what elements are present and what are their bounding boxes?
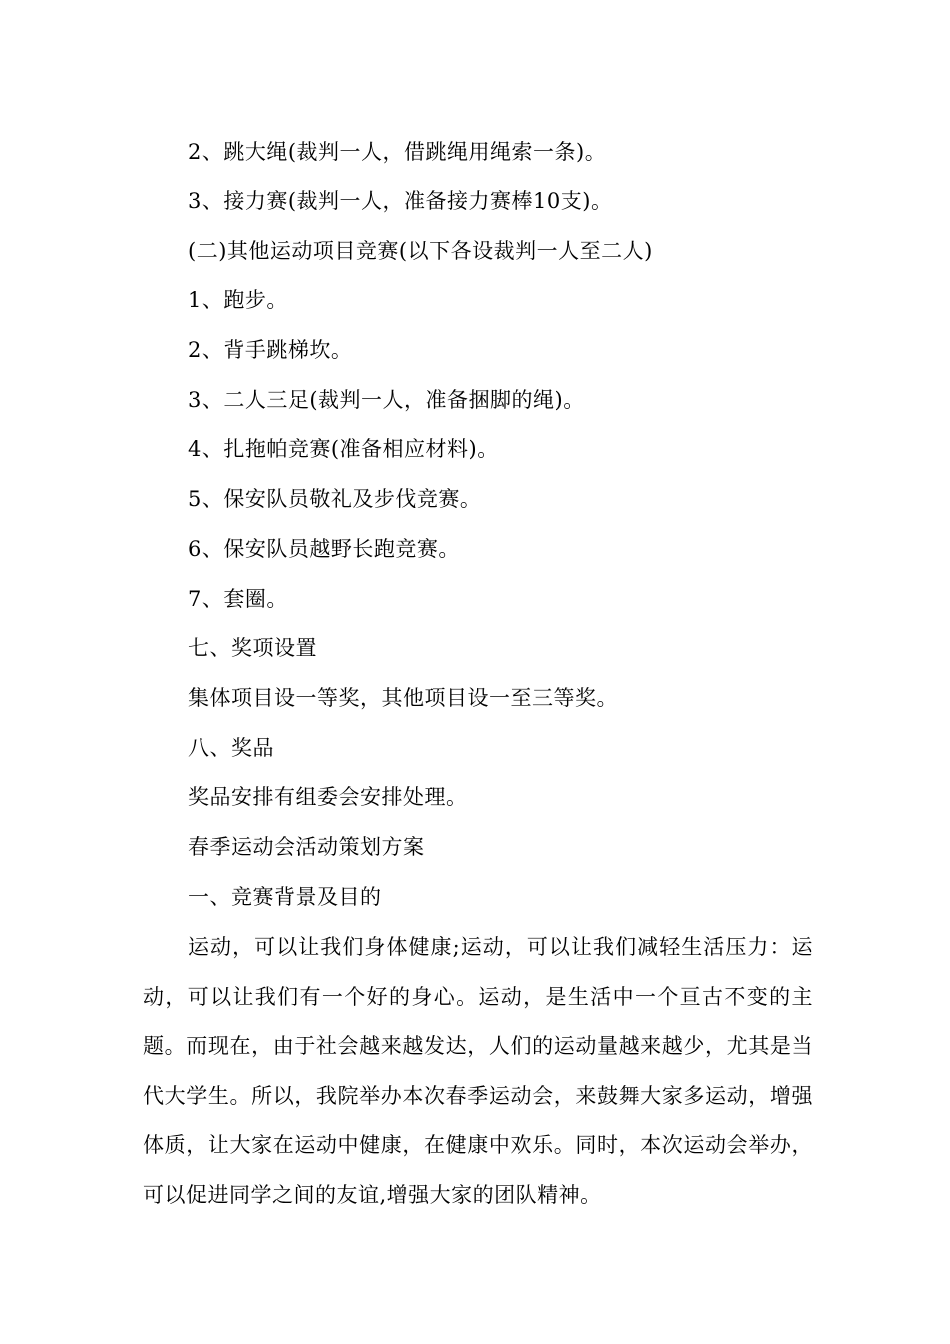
list-item-cross-country: 6、保安队员越野长跑竞赛。 bbox=[188, 537, 460, 561]
list-item-three-legged: 3、二人三足(裁判一人，准备捆脚的绳)。 bbox=[188, 388, 585, 412]
list-item-relay: 3、接力赛(裁判一人，准备接力赛棒10支)。 bbox=[188, 189, 613, 213]
list-item-jump-rope: 2、跳大绳(裁判一人，借跳绳用绳索一条)。 bbox=[188, 140, 607, 164]
section-heading-background: 一、竞赛背景及目的 bbox=[188, 885, 382, 909]
section-heading-prizes: 八、奖品 bbox=[188, 736, 274, 760]
document-title: 春季运动会活动策划方案 bbox=[188, 835, 425, 859]
list-item-step-jump: 2、背手跳梯坎。 bbox=[188, 338, 353, 362]
list-item-mop: 4、扎拖帕竞赛(准备相应材料)。 bbox=[188, 437, 499, 461]
section-heading-other-events: (二)其他运动项目竞赛(以下各设裁判一人至二人) bbox=[188, 239, 653, 263]
list-item-running: 1、跑步。 bbox=[188, 288, 288, 312]
prizes-text: 奖品安排有组委会安排处理。 bbox=[188, 785, 468, 809]
section-heading-awards: 七、奖项设置 bbox=[188, 636, 317, 660]
list-item-ring-toss: 7、套圈。 bbox=[188, 587, 288, 611]
background-paragraph: 运动，可以让我们身体健康;运动，可以让我们减轻生活压力：运动，可以让我们有一个好的身心。运动，是生活中一个亘古不变的主题。而现在，由于社会越来越发达，人们的运动量越来越少，尤其是当代大学生。所以，我院举办本次春季运动会，来鼓舞大家多运动，增强体质，让大家在运动中健康，在健康中欢乐。同时，本次运动会举办，可以促进同学之间的友谊,增强大家的团队精神。 bbox=[143, 935, 813, 1207]
awards-text: 集体项目设一等奖，其他项目设一至三等奖。 bbox=[188, 686, 618, 710]
list-item-salute-march: 5、保安队员敬礼及步伐竞赛。 bbox=[188, 487, 482, 511]
